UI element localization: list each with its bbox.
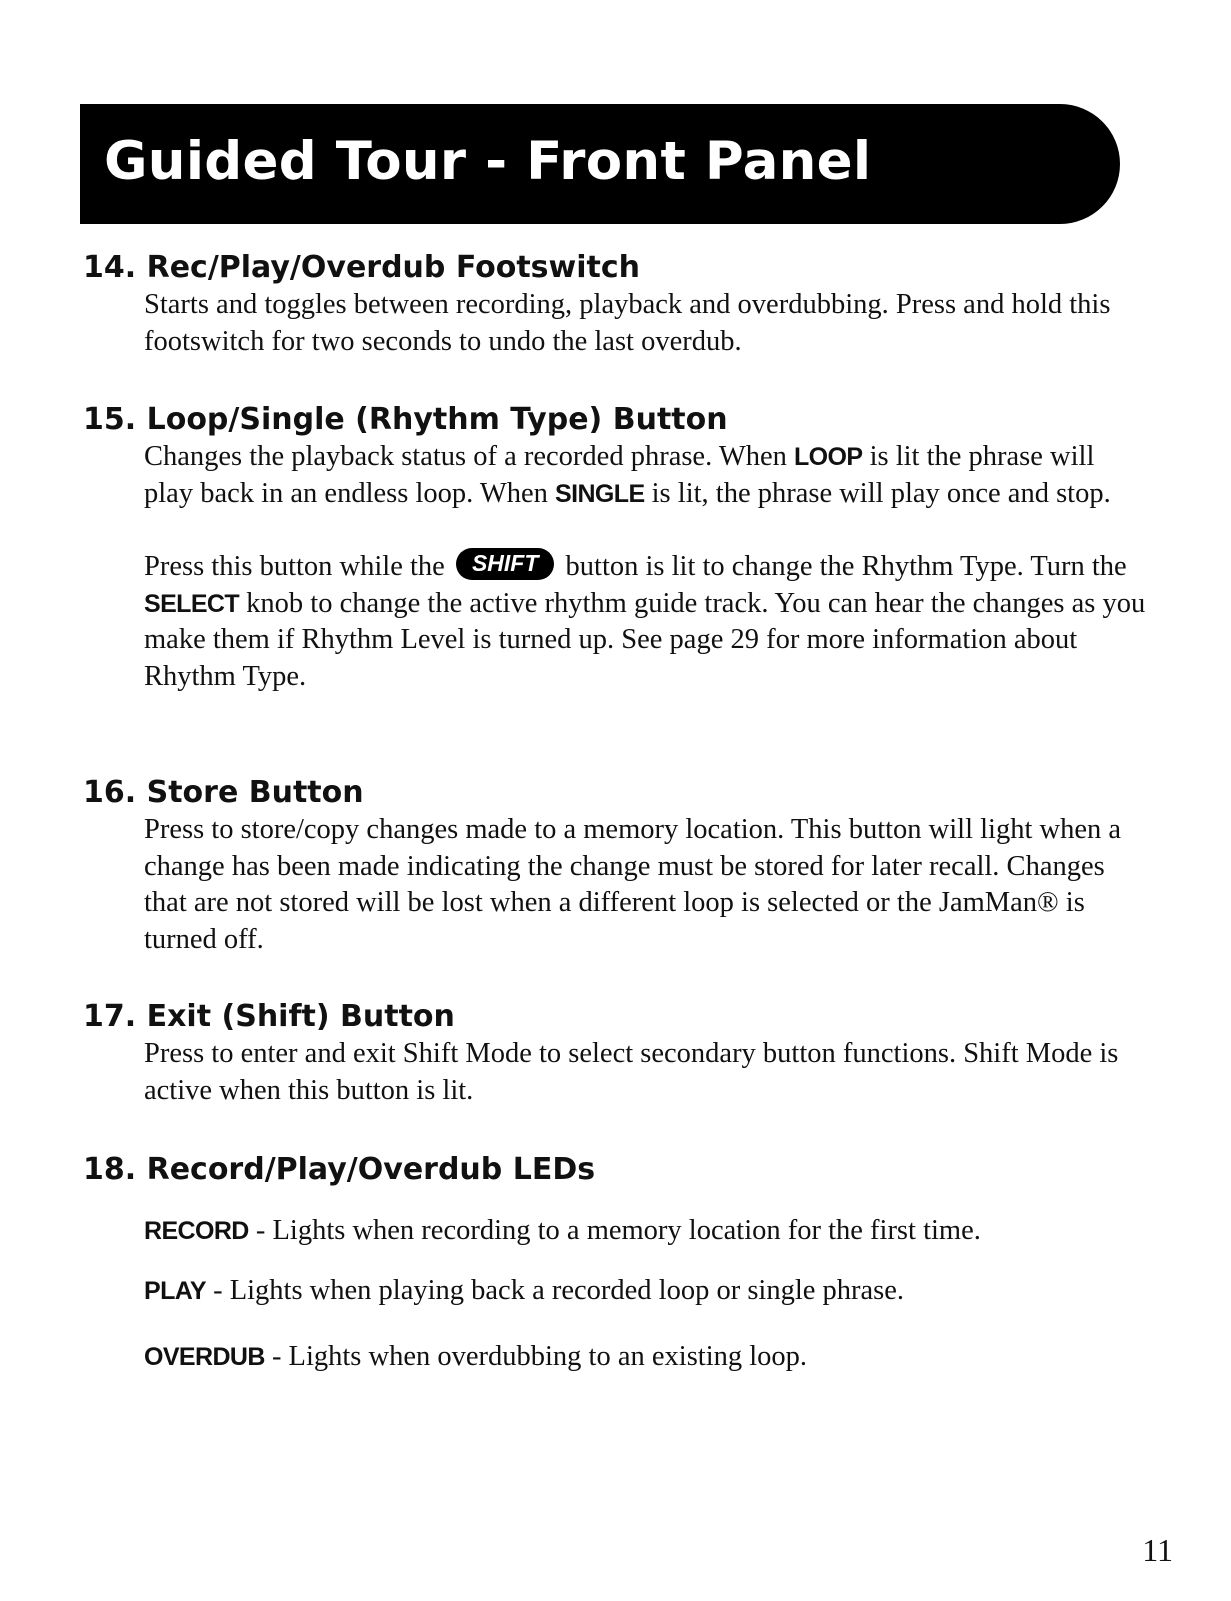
- body-text: is lit, the phrase will play once and stop.: [644, 477, 1111, 509]
- section-14: [83, 249, 1153, 360]
- body-text: knob to change the active rhythm guide track. You can hear the changes as you make them if Rhythm Level is turned up. See page 29 for more information about Rhythm Type.: [144, 587, 1146, 692]
- led-play-item: [144, 1273, 1153, 1309]
- section-15: [83, 401, 1153, 695]
- section-heading: 16. Store Button: [83, 775, 364, 810]
- loop-keyword: LOOP: [794, 443, 863, 471]
- select-keyword: SELECT: [144, 589, 240, 618]
- page-number: 11: [1142, 1532, 1173, 1568]
- section-body: Press to enter and exit Shift Mode to select secondary button functions. Shift Mode is active when this button is lit.: [144, 1038, 1119, 1106]
- shift-button-icon: SHIFT: [456, 548, 554, 580]
- body-text: Changes the playback status of a recorded phrase. When: [144, 441, 794, 472]
- section-body: Press to store/copy changes made to a memory location. This button will light when a change has been made indicating the change must be stored for later recall. Changes that are not stored will be lost when a different loop is selected or the JamMan® is turned off.: [144, 814, 1122, 955]
- section-body: [144, 439, 1149, 512]
- section-16: [83, 774, 1153, 958]
- single-keyword: SINGLE: [555, 479, 645, 508]
- play-keyword: PLAY: [144, 1277, 206, 1305]
- section-heading: 18. Record/Play/Overdub LEDs: [83, 1152, 596, 1187]
- body-text: button is lit to change the Rhythm Type. Turn the: [558, 551, 1127, 582]
- section-18: [83, 1151, 1153, 1375]
- section-body: [144, 548, 1149, 695]
- page-title: Guided Tour - Front Panel: [104, 131, 872, 192]
- body-text: is lit the phrase will play back in an endless loop. When: [144, 441, 1095, 509]
- section-heading: 14. Rec/Play/Overdub Footswitch: [83, 250, 641, 285]
- section-body: Starts and toggles between recording, playback and overdubbing. Press and hold this footswitch for two seconds to undo the last overdub.: [144, 289, 1111, 357]
- led-overdub-item: [144, 1339, 1153, 1375]
- section-heading: 15. Loop/Single (Rhythm Type) Button: [83, 402, 728, 437]
- led-description: - Lights when playing back a recorded loop or single phrase.: [205, 1275, 905, 1306]
- section-heading: 17. Exit (Shift) Button: [83, 999, 455, 1034]
- led-description: - Lights when recording to a memory location for the first time.: [248, 1215, 981, 1246]
- body-text: Press this button while the: [144, 551, 452, 582]
- overdub-keyword: OVERDUB: [144, 1343, 265, 1371]
- led-record-item: [144, 1213, 1153, 1249]
- led-description: - Lights when overdubbing to an existing loop.: [264, 1341, 808, 1372]
- record-keyword: RECORD: [144, 1217, 249, 1245]
- section-17: [83, 998, 1153, 1109]
